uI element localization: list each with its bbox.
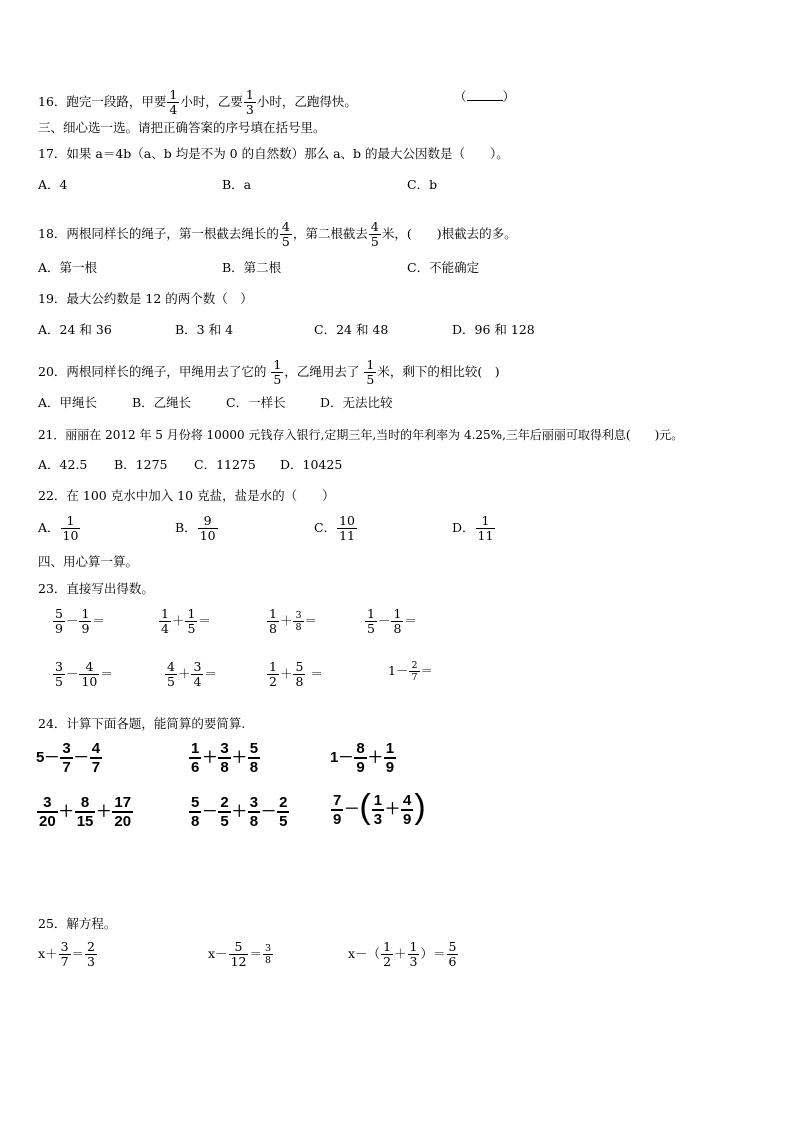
fraction: $\frac{7}{9}$ — [333, 791, 342, 828]
fraction: $\frac{3}{4}$ — [193, 659, 202, 689]
fraction: $\frac{2}{7}$ — [411, 660, 418, 683]
fraction: $\frac{3}{7}$ — [62, 740, 71, 776]
fraction: $\frac{17}{20}$ — [114, 794, 132, 830]
q23-expr-5: $\frac{3}{5}$ － $\frac{4}{10}$ ＝ — [55, 659, 113, 689]
q20-option-c[interactable]: C．一样长 — [226, 395, 286, 410]
fraction: $\frac{1}{3}$ — [373, 791, 383, 828]
fraction: $\frac{5}{6}$ — [448, 939, 457, 969]
question-23-stem: 23．直接写出得数。 — [38, 581, 154, 596]
q21-option-b[interactable]: B．1275 — [114, 457, 168, 472]
q23-expr-2: $\frac{1}{4}$ ＋ $\frac{1}{5}$ ＝ — [161, 606, 211, 636]
q23-expr-8: 1－ $\frac{2}{7}$ ＝ — [388, 660, 434, 683]
q22-option-c[interactable]: C． $\frac{10}{11}$ — [314, 513, 355, 543]
q19-option-d[interactable]: D．96 和 128 — [452, 322, 535, 337]
fraction: $\frac{4}{5}$ — [281, 219, 290, 249]
question-19-stem: 19．最大公约数是 12 的两个数（ ） — [38, 291, 253, 306]
fraction: $\frac{1}{10}$ — [62, 513, 79, 543]
fraction: $\frac{1}{4}$ — [161, 606, 169, 636]
fraction: $\frac{3}{8}$ — [264, 943, 272, 966]
fraction: $\frac{4}{5}$ — [167, 659, 175, 689]
q23-expr-7: $\frac{1}{2}$ ＋ $\frac{5}{8}$ ＝ — [269, 659, 323, 689]
fraction: $\frac{1}{5}$ — [273, 357, 282, 387]
fraction: $\frac{2}{5}$ — [220, 794, 229, 830]
q22-option-b[interactable]: B． $\frac{9}{10}$ — [175, 513, 216, 543]
fraction: $\frac{1}{5}$ — [187, 606, 196, 636]
fraction: $\frac{1}{5}$ — [366, 357, 375, 387]
q25-equation-1: x＋ $\frac{3}{7}$ ＝ $\frac{2}{3}$ — [38, 939, 95, 969]
fraction: $\frac{3}{7}$ — [60, 939, 69, 969]
q21-option-d[interactable]: D．10425 — [280, 457, 343, 472]
q21-option-a[interactable]: A．42.5 — [38, 457, 88, 472]
question-20: 20．两根同样长的绳子，甲绳用去了它的 $\frac{1}{5}$ ，乙绳用去了 $\frac{1}{5}$ 米，剩下的相比较( ) — [38, 357, 500, 387]
fraction: $\frac{5}{8}$ — [191, 794, 200, 830]
question-18: 18．两根同样长的绳子，第一根截去绳长的 $\frac{4}{5}$ ，第二根截去 $\frac{4}{5}$ 米，( )根截去的多。 — [38, 219, 517, 249]
fraction: $\frac{3}{8}$ — [220, 740, 229, 776]
q23-expr-6: $\frac{4}{5}$ ＋ $\frac{3}{4}$ ＝ — [167, 659, 217, 689]
q22-option-a[interactable]: A． $\frac{1}{10}$ — [38, 513, 79, 543]
question-16: 16．跑完一段路，甲要 $\frac{1}{4}$ 小时，乙要 $\frac{1}{3}$ 小时，乙跑得快。 — [38, 87, 357, 117]
q23-expr-4: $\frac{1}{5}$ － $\frac{1}{8}$ ＝ — [367, 606, 417, 636]
question-22-stem: 22．在 100 克水中加入 10 克盐，盐是水的（ ） — [38, 488, 335, 503]
q17-option-c[interactable]: C．b — [407, 177, 438, 192]
fraction: $\frac{3}{5}$ — [55, 659, 63, 689]
q23-expr-3: $\frac{1}{8}$ ＋ $\frac{3}{8}$ ＝ — [269, 606, 318, 636]
q20-option-d[interactable]: D．无法比较 — [320, 395, 393, 410]
q17-option-a[interactable]: A．4 — [38, 177, 68, 192]
q19-option-a[interactable]: A．24 和 36 — [38, 322, 112, 337]
question-17-stem: 17．如果 a＝4b（a、b 均是不为 0 的自然数）那么 a、b 的最大公因数是（ ）。 — [38, 146, 509, 161]
fraction: $\frac{1}{2}$ — [383, 939, 392, 969]
q19-option-b[interactable]: B．3 和 4 — [175, 322, 234, 337]
fraction: $\frac{2}{3}$ — [87, 939, 95, 969]
fraction: $\frac{8}{15}$ — [76, 794, 94, 830]
fraction: $\frac{1}{3}$ — [409, 939, 418, 969]
q22-option-d[interactable]: D． $\frac{1}{11}$ — [452, 513, 494, 543]
fraction: $\frac{2}{5}$ — [279, 794, 288, 830]
fraction: $\frac{1}{2}$ — [269, 659, 277, 689]
fraction: $\frac{1}{8}$ — [393, 606, 402, 636]
fraction: $\frac{1}{9}$ — [81, 606, 90, 636]
fraction: $\frac{1}{4}$ — [169, 87, 178, 117]
section-4-heading: 四、用心算一算。 — [38, 554, 139, 569]
q24-expr-2: $\frac{1}{6}$ ＋ $\frac{3}{8}$ ＋ $\frac{5}{8}$ — [191, 740, 259, 776]
fraction: $\frac{4}{7}$ — [91, 740, 101, 776]
fraction: $\frac{10}{11}$ — [339, 513, 355, 543]
fraction: $\frac{3}{20}$ — [39, 794, 56, 830]
fraction: $\frac{5}{9}$ — [55, 606, 63, 636]
fraction: $\frac{5}{8}$ — [249, 740, 259, 776]
section-3-heading: 三、细心选一选。请把正确答案的序号填在括号里。 — [38, 120, 326, 135]
q16-text-start: 16．跑完一段路，甲要 — [38, 94, 167, 109]
fraction: $\frac{1}{3}$ — [245, 87, 254, 117]
q24-expr-5: $\frac{5}{8}$ － $\frac{2}{5}$ ＋ $\frac{3}{8}$ － $\frac{2}{5}$ — [191, 794, 288, 830]
answer-line — [467, 90, 503, 101]
q21-option-c[interactable]: C．11275 — [194, 457, 256, 472]
question-24-stem: 24．计算下面各题，能简算的要简算. — [38, 716, 246, 731]
fraction: $\frac{3}{8}$ — [295, 610, 302, 633]
question-21-stem: 21．丽丽在 2012 年 5 月份将 10000 元钱存入银行,定期三年,当时的年利率为 4.25%,三年后丽丽可取得利息( )元。 — [38, 428, 684, 442]
q16-answer-blank[interactable]: （ ） — [454, 89, 516, 104]
q19-option-c[interactable]: C．24 和 48 — [314, 322, 389, 337]
q18-option-b[interactable]: B．第二根 — [222, 260, 282, 275]
fraction: $\frac{5}{12}$ — [230, 939, 247, 969]
fraction: $\frac{1}{6}$ — [191, 740, 200, 776]
q24-expr-4: $\frac{3}{20}$ ＋ $\frac{8}{15}$ ＋ $\frac{17}{20}$ — [39, 794, 132, 830]
fraction: $\frac{3}{8}$ — [249, 794, 259, 830]
fraction: $\frac{4}{5}$ — [370, 219, 379, 249]
q23-expr-1: $\frac{5}{9}$ － $\frac{1}{9}$ ＝ — [55, 606, 105, 636]
fraction: $\frac{1}{8}$ — [269, 606, 277, 636]
q20-option-a[interactable]: A．甲绳长 — [38, 395, 98, 410]
fraction: $\frac{1}{9}$ — [385, 740, 395, 776]
q20-option-b[interactable]: B．乙绳长 — [132, 395, 192, 410]
fraction: $\frac{4}{10}$ — [81, 659, 98, 689]
fraction: $\frac{1}{11}$ — [477, 513, 494, 543]
q17-option-b[interactable]: B．a — [222, 177, 252, 192]
fraction: $\frac{4}{9}$ — [403, 791, 412, 828]
q18-option-c[interactable]: C．不能确定 — [407, 260, 480, 275]
q25-equation-3: x－（ $\frac{1}{2}$ ＋ $\frac{1}{3}$ ）＝ $\frac{5}{6}$ — [348, 939, 457, 969]
fraction: $\frac{9}{10}$ — [199, 513, 216, 543]
q18-option-a[interactable]: A．第一根 — [38, 260, 98, 275]
question-25-stem: 25．解方程。 — [38, 916, 117, 931]
fraction: $\frac{1}{5}$ — [367, 606, 375, 636]
fraction: $\frac{8}{9}$ — [356, 740, 365, 776]
q24-expr-1: 5－ $\frac{3}{7}$ － $\frac{4}{7}$ — [36, 740, 101, 776]
q24-expr-3: 1－ $\frac{8}{9}$ ＋ $\frac{1}{9}$ — [330, 740, 395, 776]
q24-expr-6: $\frac{7}{9}$ －( $\frac{1}{3}$ ＋ $\frac{4}{9}$ ) — [333, 788, 426, 828]
fraction: $\frac{5}{8}$ — [295, 659, 304, 689]
q25-equation-2: x－ $\frac{5}{12}$ ＝ $\frac{3}{8}$ — [208, 939, 272, 969]
